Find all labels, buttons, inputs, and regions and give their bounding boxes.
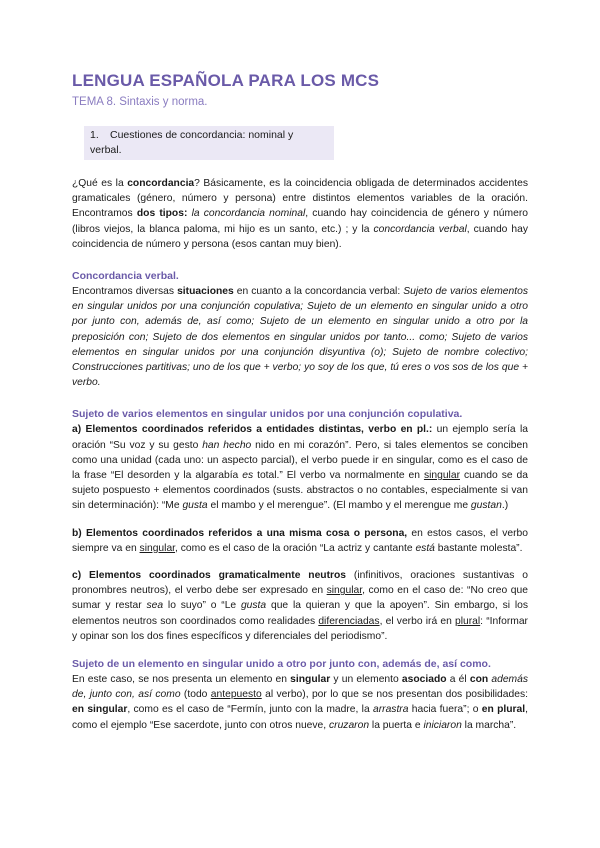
section-heading-copulativa: Sujeto de varios elementos en singular unidos por una conjunción copulativa. <box>72 408 463 421</box>
document-page <box>72 70 528 733</box>
intro-paragraph: ¿Qué es la concordancia? Básicamente, es la coincidencia obligada de determinados accidentes gramaticales (género, número y persona) entre distintos elementos variables de la oración. Encontramos dos tipos: la concordancia nominal, cuando hay coincidencia de género y número (libros viejos, la blanca paloma, mi hijo es un santo, etc.) ; y la concordancia verbal, cuando hay coincidencia de número y persona (esos cantan muy bien). <box>72 178 528 250</box>
section-heading-juntocon: Sujeto de un elemento en singular unido a otro por junto con, además de, así como. <box>72 658 491 671</box>
section-heading-verbal: Concordancia verbal. <box>72 270 179 283</box>
document-title: LENGUA ESPAÑOLA PARA LOS MCS <box>72 71 380 90</box>
verbal-paragraph: Encontramos diversas situaciones en cuanto a la concordancia verbal: Sujeto de varios elementos en singular unidos por una conjunción copulativa; Sujeto de un elemento en singular unido a otro por junto con, además de, así como; Sujeto de un elemento en singular unido a otro por la preposición con; Sujeto de dos elementos en singular unidos por tanto... como; Sujeto de varios elementos en singular unidos por una conjunción disyuntiva (o); Sujeto de nombre colectivo; Construcciones partitivas; uno de los que + verbo; yo soy de los que, tú eres o vos sos de los que + verbo. <box>72 286 528 389</box>
document-subtitle: TEMA 8. Sintaxis y norma. <box>72 96 208 108</box>
list-item-text: Cuestiones de concordancia: nominal y verbal. <box>90 129 294 156</box>
list-item-highlight <box>84 126 334 160</box>
juntocon-paragraph: En este caso, se nos presenta un elemento en singular y un elemento asociado a él con además de, junto con, así como (todo antepuesto al verbo), por lo que se nos presentan dos posibilidades: en singular, como es el caso de “Fermín, junto con la madre, la arrastra hacia fuera”; o en plural, como el ejemplo “Ese sacerdote, junto con otros nueve, cruzaron la puerta e iniciaron la marcha”. <box>72 674 528 731</box>
list-item-number: 1. <box>90 129 99 141</box>
copulativa-paragraph-b: b) Elementos coordinados referidos a una misma cosa o persona, en estos casos, el verbo siempre va en singular, como es el caso de la oración “La actriz y cantante está bastante molesta”. <box>72 527 528 554</box>
copulativa-paragraph-c: c) Elementos coordinados gramaticalmente neutros (infinitivos, oraciones sustantivas o pronombres neutros), el verbo debe ser expresado en singular, como en el caso de: “No creo que sumar y restar sea lo suyo” o “Le gusta que la quieran y que la apoyen”. Sin embargo, si los elementos neutros son coordinados como realidades diferenciadas, el verbo irá en plural: “Informar y opinar son los dos fines específicos y diferenciales del periodismo”. <box>72 570 528 642</box>
copulativa-paragraph-a: a) Elementos coordinados referidos a entidades distintas, verbo en pl.: un ejemplo sería la oración “Su voz y su gesto han hecho nido en mi corazón”. Pero, si tales elementos se conciben como una unidad (cada uno: un aspecto parcial), el verbo puede ir en singular, como es el caso de la frase “El desorden y la algarabía es total.” El verbo va normalmente en singular cuando se da sujeto pospuesto + elementos coordinados (susts. abstractos o no contables, especialmente si van sin determinación): “Me gusta el mambo y el merengue”. (El mambo y el merengue me gustan.) <box>72 424 528 512</box>
